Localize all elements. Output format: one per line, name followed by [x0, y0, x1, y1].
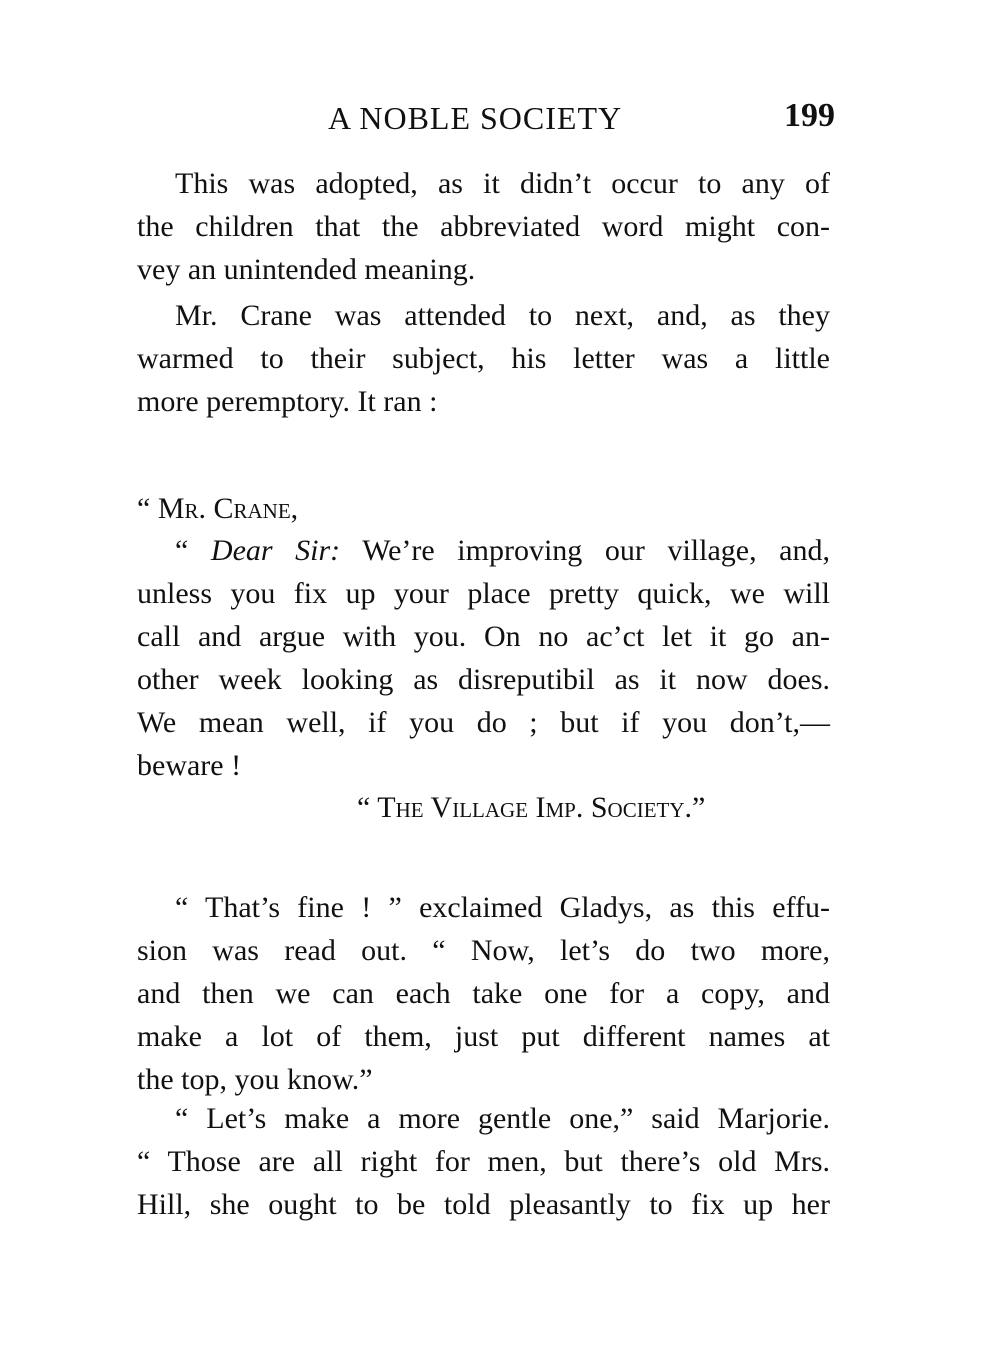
text-line: “ Let’s make a more gentle one,” said Marjorie.	[175, 1102, 830, 1135]
paragraph-gentle-one	[137, 1097, 830, 1226]
paragraph-adopted	[137, 162, 830, 291]
letter-greeting-line	[137, 529, 830, 572]
open-quote: “	[175, 534, 211, 567]
text-line: call and argue with you. On no ac’ct let it go an-	[137, 620, 830, 653]
text-line: We mean well, if you do ; but if you don’t,—	[137, 706, 830, 739]
greeting-dear-sir: Dear Sir:	[210, 534, 341, 567]
text-line: “ That’s fine ! ” exclaimed Gladys, as this effu-	[175, 891, 830, 924]
letter-salutation: “ Mr. Crane,	[137, 492, 299, 525]
letter-body	[137, 529, 830, 787]
paragraph-mr-crane	[137, 294, 830, 423]
greeting-rest: We’re improving our village, and,	[340, 534, 830, 567]
text-line: more peremptory. It ran :	[137, 385, 438, 418]
text-line: vey an unintended meaning.	[137, 253, 476, 286]
text-line: “ Those are all right for men, but there’s old Mrs.	[137, 1145, 830, 1178]
text-line: unless you fix up your place pretty quick, we will	[137, 577, 830, 610]
paragraph-thats-fine	[137, 886, 830, 1101]
text-line: sion was read out. “ Now, let’s do two more,	[137, 934, 830, 967]
text-line: Mr. Crane was attended to next, and, as they	[175, 299, 830, 332]
text-line: and then we can each take one for a copy, and	[137, 977, 830, 1010]
text-line: Hill, she ought to be told pleasantly to fix up her	[137, 1188, 830, 1221]
text-line: warmed to their subject, his letter was a little	[137, 342, 830, 375]
text-line: other week looking as disreputibil as it now does.	[137, 663, 830, 696]
text-line: the top, you know.”	[137, 1063, 373, 1096]
text-line: This was adopted, as it didn’t occur to any of	[175, 167, 830, 200]
text-line: beware !	[137, 749, 242, 782]
text-line: the children that the abbreviated word might con-	[137, 210, 830, 243]
page-number: 199	[784, 97, 835, 134]
text-line: make a lot of them, just put different names at	[137, 1020, 830, 1053]
letter-signature: “ The Village Imp. Society.”	[357, 791, 706, 824]
running-header-title: A NOBLE SOCIETY	[328, 100, 623, 136]
